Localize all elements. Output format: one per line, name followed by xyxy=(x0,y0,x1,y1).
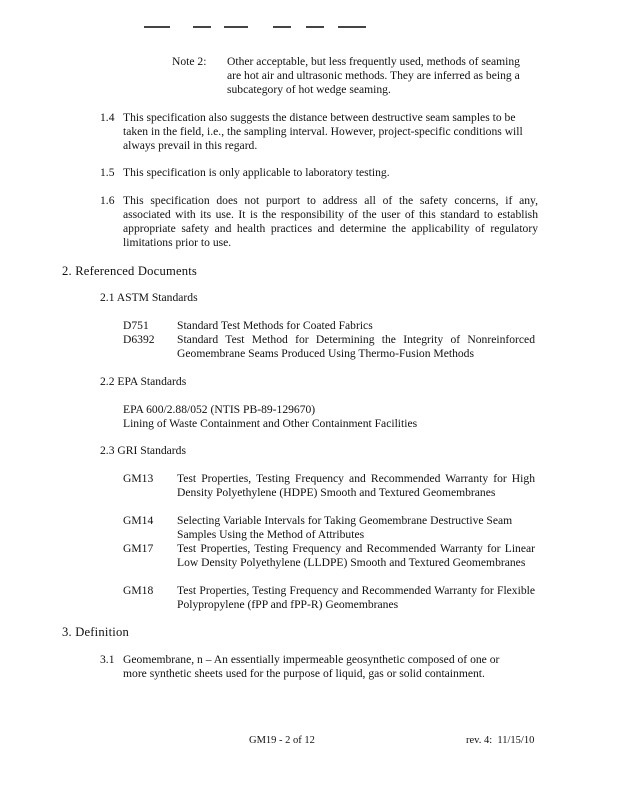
epa-document-title: Lining of Waste Containment and Other Containment Facilities xyxy=(123,417,418,430)
standard-code: D751 xyxy=(123,319,149,332)
standard-code: D6392 xyxy=(123,333,155,346)
cropped-text-fragment xyxy=(224,26,248,28)
section-1-6 xyxy=(100,194,540,250)
section-1-4 xyxy=(100,111,540,153)
item-number: 3.1 xyxy=(100,653,115,666)
standard-description: Test Properties, Testing Frequency and Recommended Warranty for Flexible Polypropylene (fPP and fPP-R) Geomembranes xyxy=(177,584,535,611)
cropped-text-fragment xyxy=(193,26,211,28)
standard-code: GM14 xyxy=(123,514,154,527)
section-3-heading: 3. Definition xyxy=(62,625,129,639)
item-text: This specification does not purport to address all of the safety concerns, if any, associated with its use. It is the responsibility of the user of this standard to establish appropriate safety and health practices and determine the applicability of regulatory limitations prior to use. xyxy=(123,194,538,249)
gri-item xyxy=(123,514,535,542)
note-2-text: Other acceptable, but less frequently used, methods of seaming are hot air and ultrasonic methods. They are inferred as being a subcategory of hot wedge seaming. xyxy=(227,55,520,96)
item-number: 1.6 xyxy=(100,194,115,207)
standard-code: GM18 xyxy=(123,584,154,597)
section-3-1 xyxy=(100,653,520,681)
astm-item xyxy=(123,333,535,361)
gri-item xyxy=(123,472,535,514)
gri-item xyxy=(123,542,535,584)
item-text: Geomembrane, n – An essentially impermeable geosynthetic composed of one or more synthetic sheets used for the purpose of liquid, gas or solid containment. xyxy=(123,653,500,680)
gri-item xyxy=(123,584,535,612)
item-number: 1.4 xyxy=(100,111,115,124)
note-2-label: Note 2: xyxy=(172,55,207,68)
item-number: 1.5 xyxy=(100,166,115,179)
cropped-text-fragment xyxy=(273,26,291,28)
standard-description: Test Properties, Testing Frequency and Recommended Warranty for High Density Polyethylene (HDPE) Smooth and Textured Geomembranes xyxy=(177,472,535,499)
astm-standards-heading: 2.1 ASTM Standards xyxy=(100,291,198,304)
item-text: This specification also suggests the distance between destructive seam samples to be taken in the field, i.e., the sampling interval. However, project-specific conditions will always prevail in this regard. xyxy=(123,111,523,152)
standard-description: Standard Test Method for Determining the Integrity of Nonreinforced Geomembrane Seams Produced Using Thermo-Fusion Methods xyxy=(177,333,535,360)
standard-description: Test Properties, Testing Frequency and Recommended Warranty for Linear Low Density Polyethylene (LLDPE) Smooth and Textured Geomembranes xyxy=(177,542,535,569)
epa-document-number: EPA 600/2.88/052 (NTIS PB-89-129670) xyxy=(123,403,316,416)
astm-item xyxy=(123,319,535,333)
standard-description: Selecting Variable Intervals for Taking Geomembrane Destructive Seam Samples Using the Method of Attributes xyxy=(177,514,513,541)
page-number-footer: GM19 - 2 of 12 xyxy=(249,735,315,746)
note-2 xyxy=(172,55,542,99)
cropped-text-fragment xyxy=(144,26,170,28)
epa-standards-heading: 2.2 EPA Standards xyxy=(100,375,187,388)
section-1-5 xyxy=(100,166,540,180)
standard-code: GM17 xyxy=(123,542,154,555)
cropped-text-fragment xyxy=(338,26,366,28)
standard-description: Standard Test Methods for Coated Fabrics xyxy=(177,319,373,332)
section-2-heading: 2. Referenced Documents xyxy=(62,264,198,278)
gri-standards-heading: 2.3 GRI Standards xyxy=(100,444,186,457)
item-text: This specification is only applicable to laboratory testing. xyxy=(123,166,390,179)
standard-code: GM13 xyxy=(123,472,154,485)
revision-footer: rev. 4: 11/15/10 xyxy=(466,735,535,746)
cropped-text-fragment xyxy=(306,26,324,28)
